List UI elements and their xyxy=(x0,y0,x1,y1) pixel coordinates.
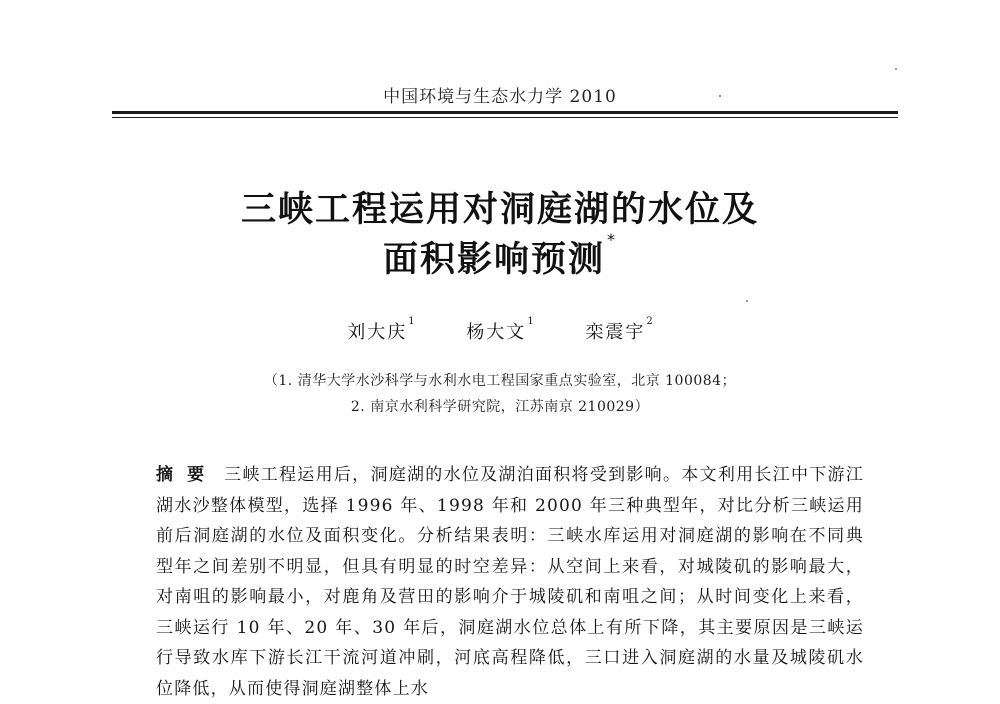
author-name xyxy=(347,318,414,344)
author-affiliation-mark: 1 xyxy=(527,316,534,327)
scan-speck xyxy=(746,300,748,302)
author-name-text: 栾震宇 xyxy=(585,322,646,343)
author-affiliation-mark: 2 xyxy=(646,316,653,327)
author-name-text: 杨大文 xyxy=(466,322,527,343)
author-name-text: 刘大庆 xyxy=(347,322,408,343)
header-rule-thick xyxy=(112,111,898,114)
title-footnote-mark: * xyxy=(607,230,617,249)
scan-speck xyxy=(895,68,897,70)
running-header: 中国环境与生态水力学 2010 xyxy=(383,87,617,107)
author-list xyxy=(0,318,1000,344)
author-name xyxy=(585,318,652,344)
affiliation-line-2: 2. 南京水利科学研究院，江苏南京 210029） xyxy=(350,399,650,415)
paper-title-line-1: 三峡工程运用对洞庭湖的水位及 xyxy=(240,190,759,230)
scan-speck xyxy=(719,95,721,97)
affiliation-line-1: （1. 清华大学水沙科学与水利水电工程国家重点实验室，北京 100084； xyxy=(263,373,737,389)
abstract xyxy=(156,460,864,704)
author-name xyxy=(466,318,533,344)
abstract-label: 摘要 xyxy=(156,465,219,485)
header-rule-thin xyxy=(112,117,898,118)
abstract-text: 三峡工程运用后，洞庭湖的水位及湖泊面积将受到影响。本文利用长江中下游江湖水沙整体模型，选择 1996 年、1998 年和 2000 年三种典型年，对比分析三峡运用前后洞庭湖的水位及面积变化。分析结果表明：三峡水库运用对洞庭湖的影响在不同典型年之间差别不明显，但具有明显的时空差异：从空间上来看，对城陵矶的影响最大，对南咀的影响最小，对鹿角及营田的影响介于城陵矶和南咀之间；从时间变化上来看，三峡运行 10 年、20 年、30 年后，洞庭湖水位总体上有所下降，其主要原因是三峡运行导致水库下游长江干流河道冲刷，河底高程降低，三口进入洞庭湖的水量及城陵矶水位降低，从而使得洞庭湖整体上水 xyxy=(156,465,865,699)
paper-title-line-2-text: 面积影响预测 xyxy=(382,240,605,280)
author-affiliation-mark: 1 xyxy=(408,316,415,327)
paper-title-line-2 xyxy=(0,232,1000,282)
